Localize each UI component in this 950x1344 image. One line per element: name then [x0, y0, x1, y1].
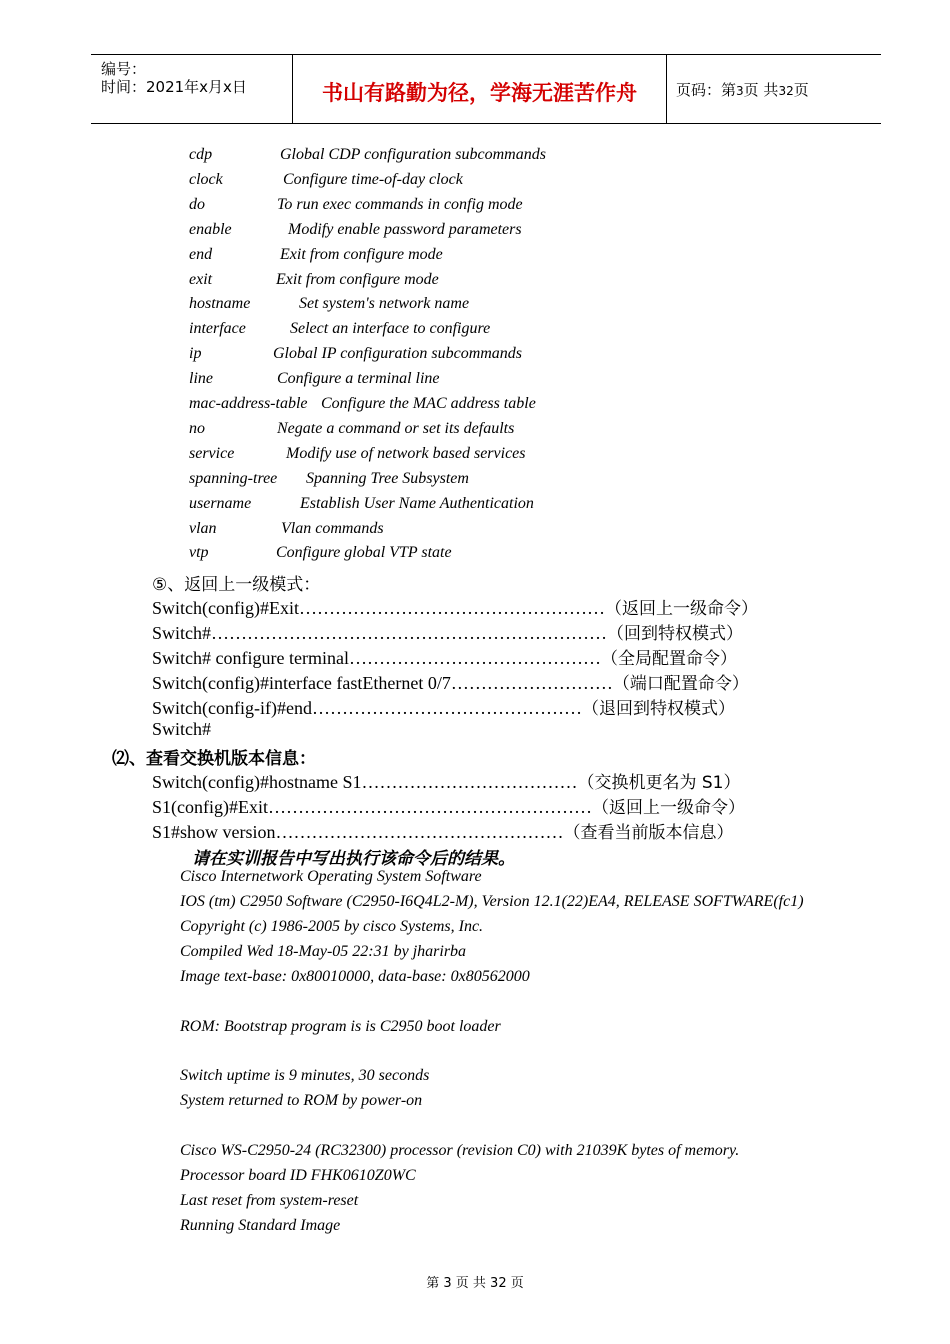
- command-note: （端口配置命令）: [612, 674, 749, 694]
- command-description: Spanning Tree Subsystem: [306, 469, 469, 487]
- leader-dots: …………………………………………………………: [211, 623, 608, 643]
- command-text: Switch(config-if)#end: [152, 698, 312, 718]
- command-description: Set system's network name: [299, 295, 470, 313]
- command-description: Establish User Name Authentication: [300, 494, 534, 512]
- command-name: clock: [189, 170, 223, 188]
- command-description: Select an interface to configure: [290, 320, 491, 338]
- leader-dots: ………………………………: [361, 772, 578, 792]
- command-description: To run exec commands in config mode: [277, 195, 523, 213]
- command-name: vtp: [189, 544, 209, 562]
- command-description: Configure time-of-day clock: [283, 170, 463, 188]
- leader-dots: ……………………………………………: [298, 598, 605, 618]
- document-time-label: 时间：2021年x月x日: [101, 78, 247, 96]
- document-number-label: 编号：: [101, 60, 147, 78]
- output-line: Cisco WS-C2950-24 (RC32300) processor (revision C0) with 21039K bytes of memory.: [180, 1142, 740, 1160]
- command-text: Switch(config)#interface fastEthernet 0/7: [152, 673, 451, 693]
- command-note: （交换机更名为 S1）: [577, 773, 741, 793]
- command-description: Global CDP configuration subcommands: [280, 146, 546, 163]
- section2-request: 请在实训报告中写出执行该命令后的结果。: [192, 849, 515, 869]
- header-motto-cell: [292, 55, 667, 123]
- page-footer: 第 3 页 共 32 页: [426, 1276, 524, 1291]
- command-description: Configure global VTP state: [276, 544, 452, 562]
- command-line: [152, 694, 735, 719]
- command-note: （返回上一级命令）: [604, 599, 758, 619]
- page-header: [91, 54, 881, 124]
- command-note: （返回上一级命令）: [591, 798, 745, 818]
- command-name: cdp: [189, 146, 213, 163]
- output-line: IOS (tm) C2950 Software (C2950-I6Q4L2-M), Version 12.1(22)EA4, RELEASE SOFTWARE(fc1): [180, 892, 804, 910]
- command-line: [152, 619, 743, 644]
- section2-heading: ⑵、查看交换机版本信息：: [112, 749, 316, 769]
- command-description: Exit from configure mode: [276, 270, 439, 288]
- command-note: （退回到特权模式）: [581, 699, 735, 719]
- command-description: Negate a command or set its defaults: [277, 419, 515, 437]
- leader-dots: ……………………………………: [348, 648, 601, 668]
- command-name: service: [189, 444, 235, 462]
- command-name: end: [189, 245, 213, 263]
- command-description: Global IP configuration subcommands: [273, 345, 523, 363]
- command-text: Switch#: [152, 623, 212, 643]
- command-line: [152, 793, 745, 818]
- command-name: vlan: [189, 519, 217, 537]
- header-current-page: 3: [736, 84, 744, 98]
- output-line: Last reset from system-reset: [180, 1192, 359, 1210]
- leader-dots: ………………………: [450, 673, 613, 693]
- command-line: [152, 768, 741, 793]
- command-name: no: [189, 419, 205, 437]
- command-description: Exit from configure mode: [280, 245, 443, 263]
- command-name: do: [189, 195, 205, 213]
- command-name: line: [189, 370, 213, 388]
- command-line: [152, 818, 734, 843]
- command-description: Modify use of network based services: [286, 444, 526, 462]
- header-page-number: 页码：第3页 共32页: [676, 81, 809, 99]
- output-line: Image text-base: 0x80010000, data-base: 0x80562000: [180, 967, 530, 985]
- header-meta-cell: [91, 55, 292, 123]
- command-description: Configure a terminal line: [277, 370, 440, 388]
- command-name: enable: [189, 220, 232, 238]
- output-line: Copyright (c) 1986-2005 by cisco Systems, Inc.: [180, 917, 484, 935]
- command-name: username: [189, 494, 252, 512]
- command-line: [152, 644, 737, 669]
- command-text: Switch# configure terminal: [152, 648, 349, 668]
- command-name: spanning-tree: [189, 469, 278, 487]
- command-line: [152, 669, 749, 694]
- leader-dots: ………………………………………: [311, 698, 582, 718]
- command-text: S1(config)#Exit: [152, 797, 268, 817]
- command-name: interface: [189, 320, 246, 338]
- output-line: Compiled Wed 18-May-05 22:31 by jharirba: [180, 942, 467, 960]
- command-name: exit: [189, 270, 213, 288]
- output-line: Cisco Internetwork Operating System Software: [180, 868, 482, 885]
- command-text: S1#show version: [152, 822, 276, 842]
- command-text: Switch(config)#hostname S1: [152, 772, 362, 792]
- command-note: （回到特权模式）: [607, 624, 744, 644]
- command-text: Switch(config)#Exit: [152, 598, 299, 618]
- command-line: [152, 719, 211, 740]
- output-line: Switch uptime is 9 minutes, 30 seconds: [180, 1067, 430, 1085]
- command-line: [152, 594, 758, 619]
- command-name: ip: [189, 345, 202, 363]
- output-line: Processor board ID FHK0610Z0WC: [180, 1167, 416, 1185]
- step5-heading: ⑤、返回上一级模式：: [152, 575, 321, 595]
- command-note: （查看当前版本信息）: [563, 823, 734, 843]
- command-description: Modify enable password parameters: [288, 220, 522, 238]
- header-motto: 书山有路勤为径，学海无涯苦作舟: [322, 81, 637, 105]
- output-line: Running Standard Image: [180, 1217, 341, 1235]
- output-line: System returned to ROM by power-on: [180, 1092, 423, 1110]
- command-name: hostname: [189, 295, 251, 313]
- command-description: Vlan commands: [281, 519, 384, 537]
- leader-dots: …………………………………………: [275, 822, 564, 842]
- command-name: mac-address-table: [189, 395, 308, 412]
- output-line: ROM: Bootstrap program is is C2950 boot loader: [180, 1017, 501, 1035]
- leader-dots: ………………………………………………: [267, 797, 592, 817]
- header-page-cell: [666, 55, 881, 123]
- command-note: （全局配置命令）: [600, 649, 737, 669]
- command-description: Configure the MAC address table: [321, 395, 536, 412]
- header-total-pages: 32: [778, 84, 794, 98]
- command-text: Switch#: [152, 719, 212, 739]
